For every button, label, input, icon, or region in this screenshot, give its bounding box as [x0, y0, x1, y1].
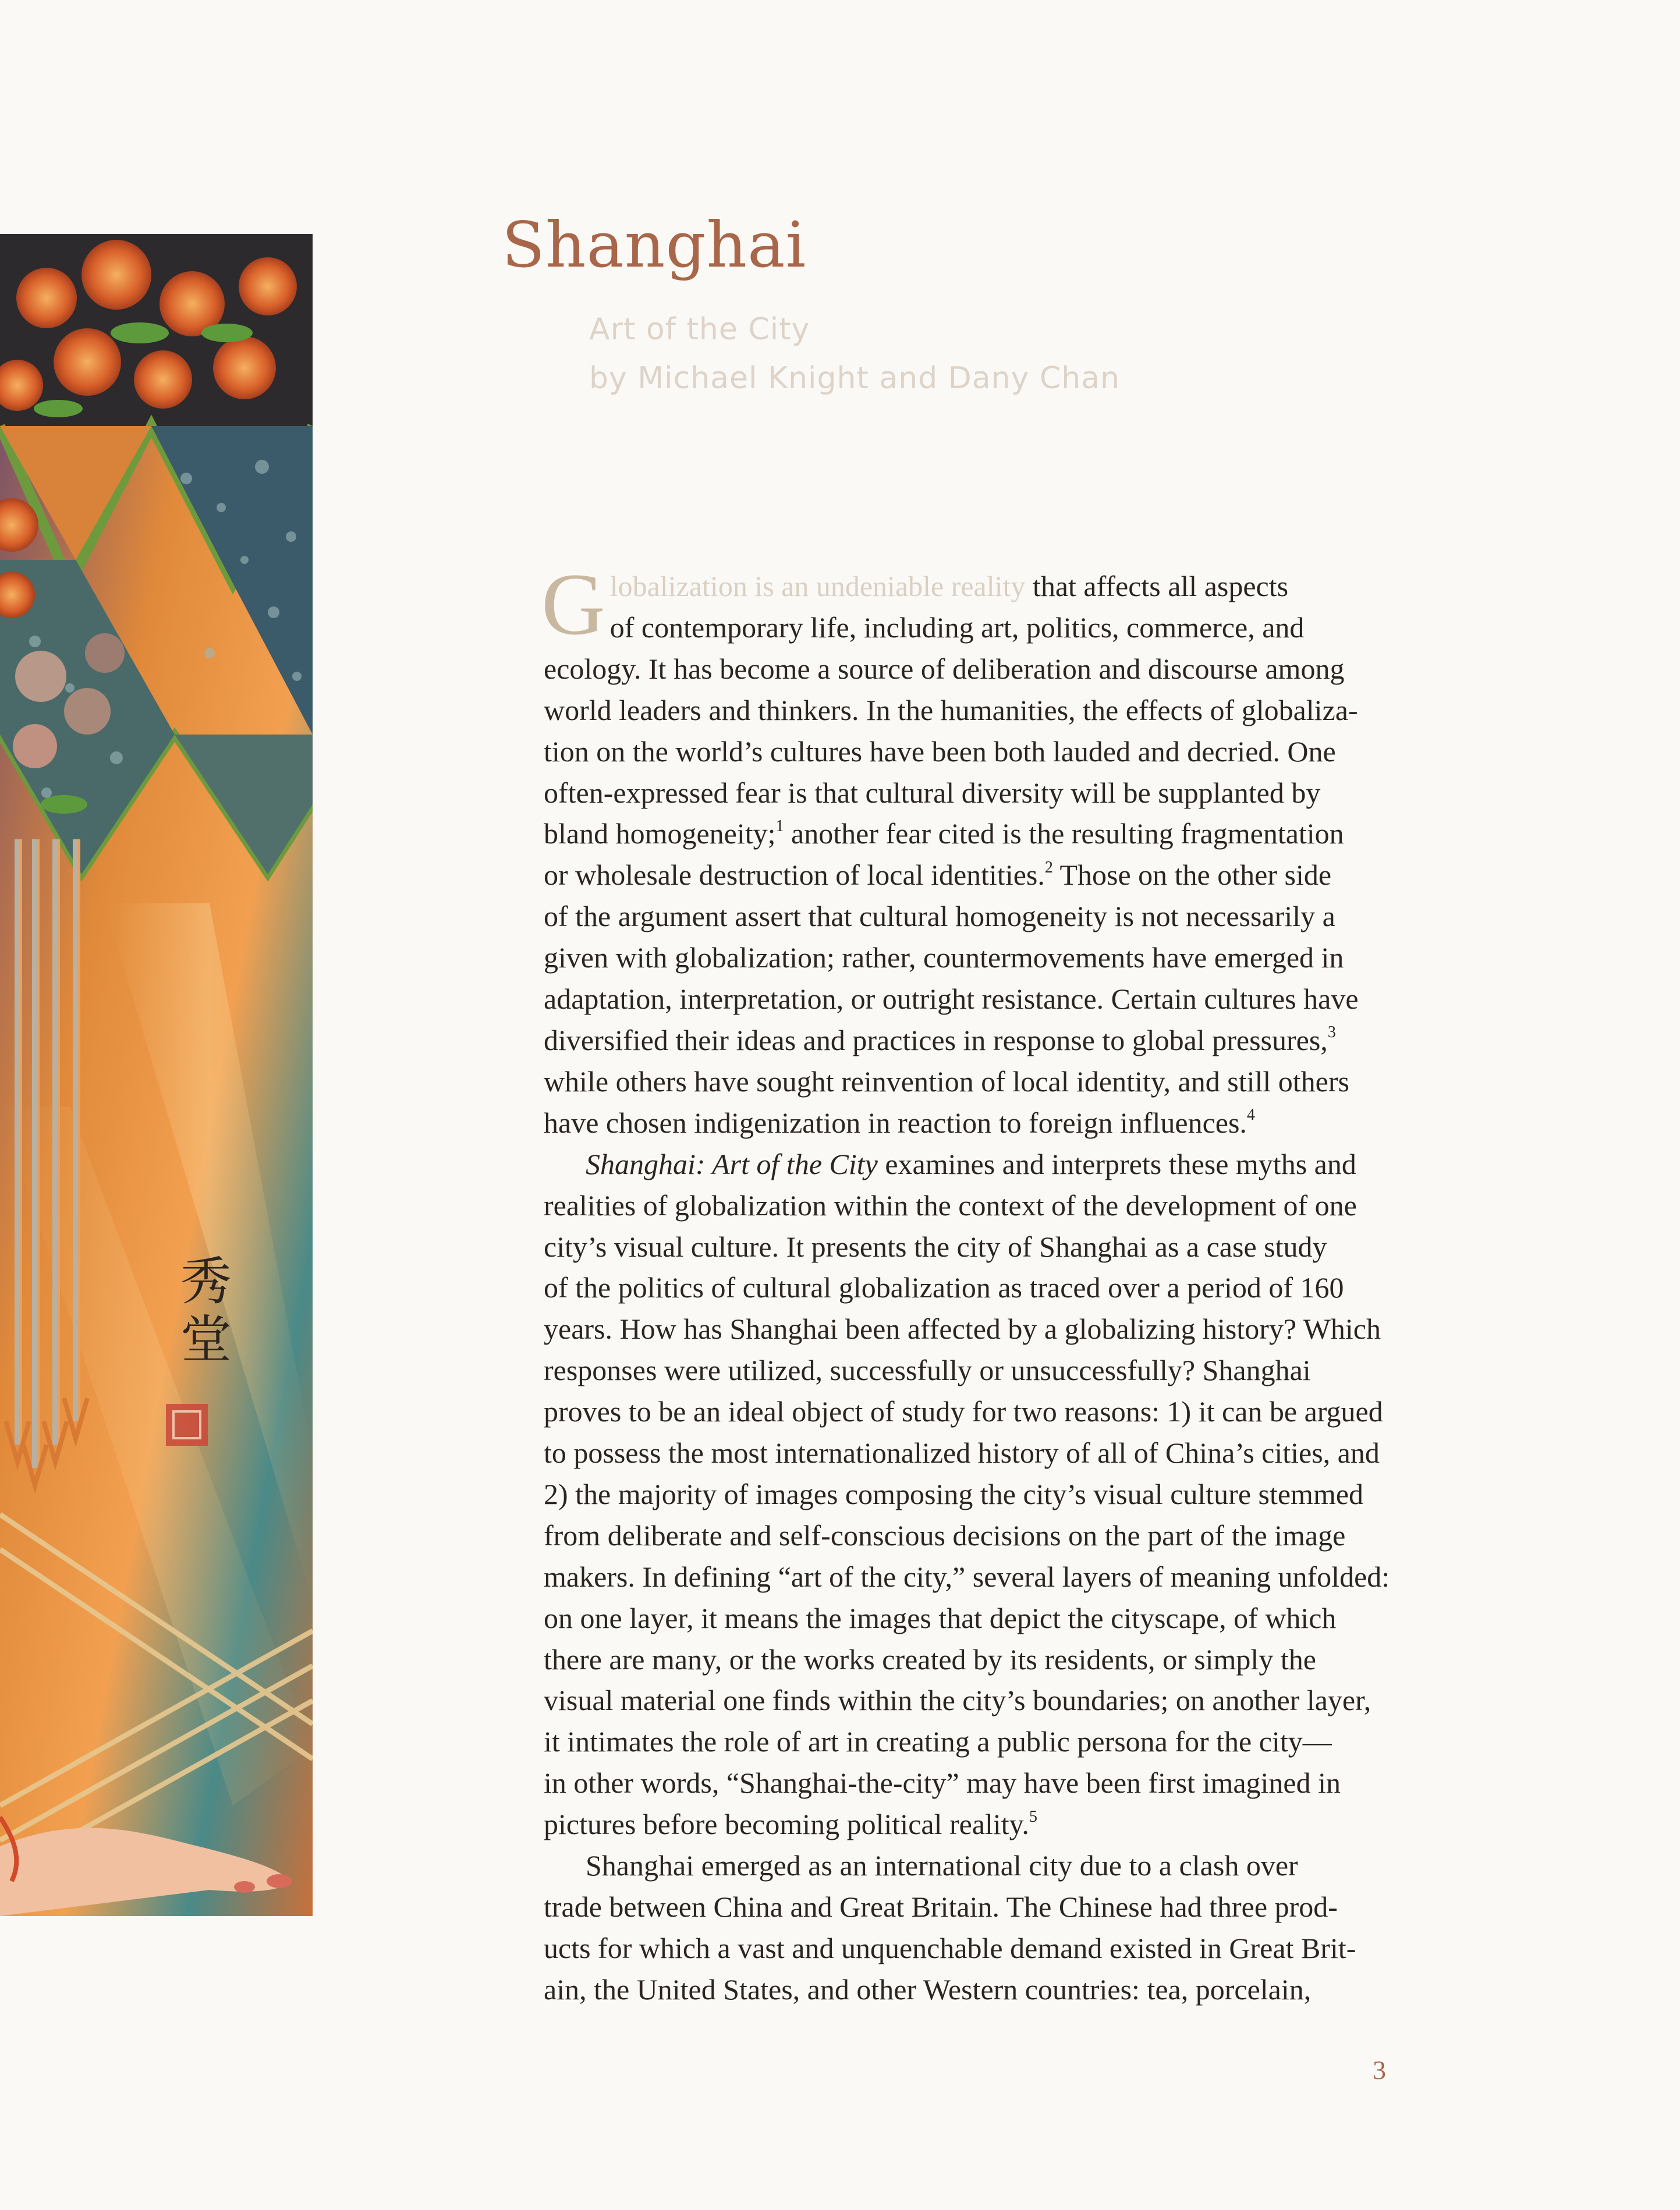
- footnote-ref: 1: [775, 817, 784, 835]
- svg-text:堂: 堂: [180, 1310, 232, 1370]
- text-line: while others have sought reinvention of local identity, and still others: [544, 1065, 1349, 1098]
- text-line: of the argument assert that cultural homogeneity is not necessarily a: [544, 900, 1335, 933]
- text-line: proves to be an ideal object of study for two reasons: 1) it can be argued: [544, 1395, 1383, 1428]
- text-line: on one layer, it means the images that depict the cityscape, of which: [544, 1601, 1337, 1634]
- text-line: another fear cited is the resulting fragmentation: [784, 817, 1344, 850]
- text-line: adaptation, interpretation, or outright resistance. Certain cultures have: [544, 982, 1359, 1016]
- text-line: of contemporary life, including art, politics, commerce, and: [609, 611, 1305, 644]
- footnote-ref: 3: [1327, 1023, 1336, 1042]
- text-line: trade between China and Great Britain. The Chinese had three prod-: [544, 1890, 1338, 1923]
- text-line: ain, the United States, and other Western countries: tea, porcelain,: [544, 1973, 1312, 2006]
- text-line: realities of globalization within the context of the development of one: [544, 1189, 1357, 1222]
- artwork-seal: [166, 1404, 208, 1446]
- text-line: given with globalization; rather, countermovements have emerged in: [544, 941, 1344, 974]
- byline: by Michael Knight and Dany Chan: [589, 361, 1121, 396]
- text-line: ucts for which a vast and unquenchable demand existed in Great Brit-: [544, 1931, 1356, 1964]
- page-number: 3: [1373, 2055, 1386, 2085]
- text-line: from deliberate and self-conscious decisions on the part of the image: [544, 1519, 1346, 1552]
- text-line: examines and interprets these myths and: [877, 1147, 1356, 1180]
- drop-cap: G: [541, 555, 605, 653]
- footnote-ref: 2: [1044, 858, 1053, 877]
- paragraph-3: [544, 1845, 1452, 2010]
- text-line: often-expressed fear is that cultural diversity will be supplanted by: [544, 776, 1321, 809]
- text-line: pictures before becoming political reality.: [544, 1808, 1029, 1841]
- cover-artwork: [0, 234, 313, 1916]
- text-line: in other words, “Shanghai-the-city” may have been first imagined in: [544, 1766, 1341, 1800]
- paragraph-2: [544, 1144, 1452, 1845]
- text-line: diversified their ideas and practices in response to global pressures,: [544, 1023, 1328, 1056]
- footnote-ref: 5: [1029, 1807, 1037, 1826]
- text-line: visual material one finds within the city’s boundaries; on another layer,: [544, 1684, 1371, 1717]
- text-line: Shanghai emerged as an international city due to a clash over: [586, 1849, 1298, 1882]
- text-line: ecology. It has become a source of deliberation and discourse among: [544, 652, 1345, 685]
- page-title: Shanghai: [502, 209, 807, 282]
- text-line: there are many, or the works created by its residents, or simply the: [544, 1643, 1316, 1676]
- text-line: of the politics of cultural globalization as traced over a period of 160: [544, 1271, 1344, 1304]
- text-line: that affects all aspects: [1025, 570, 1289, 602]
- text-line: it intimates the role of art in creating a public persona for the city—: [544, 1725, 1332, 1758]
- text-line: 2) the majority of images composing the city’s visual culture stemmed: [544, 1477, 1364, 1510]
- text-line: or wholesale destruction of local identities.: [544, 859, 1045, 892]
- footnote-ref: 4: [1246, 1106, 1255, 1124]
- lead-in-text: lobalization is an undeniable reality: [609, 570, 1026, 602]
- text-line: Those on the other side: [1052, 859, 1332, 892]
- text-line: bland homogeneity;: [544, 817, 776, 850]
- subtitle: Art of the City: [589, 312, 810, 347]
- book-title: Shanghai: Art of the City: [586, 1147, 878, 1180]
- text-line: world leaders and thinkers. In the humanities, the effects of globaliza-: [544, 693, 1358, 726]
- paragraph-1: [541, 555, 1452, 1144]
- text-line: years. How has Shanghai been affected by a globalizing history? Which: [544, 1312, 1381, 1346]
- text-line: have chosen indigenization in reaction to foreign influences.: [544, 1106, 1247, 1139]
- article-body: [541, 555, 1452, 2010]
- artwork-calligraphy: 秀: [180, 1251, 232, 1311]
- text-line: responses were utilized, successfully or unsuccessfully? Shanghai: [544, 1354, 1311, 1387]
- text-line: city’s visual culture. It presents the city of Shanghai as a case study: [544, 1230, 1327, 1263]
- text-line: tion on the world’s cultures have been both lauded and decried. One: [544, 735, 1336, 768]
- text-line: makers. In defining “art of the city,” several layers of meaning unfolded:: [544, 1560, 1390, 1593]
- artwork-illustration: [0, 234, 313, 1916]
- text-line: to possess the most internationalized history of all of China’s cities, and: [544, 1436, 1380, 1470]
